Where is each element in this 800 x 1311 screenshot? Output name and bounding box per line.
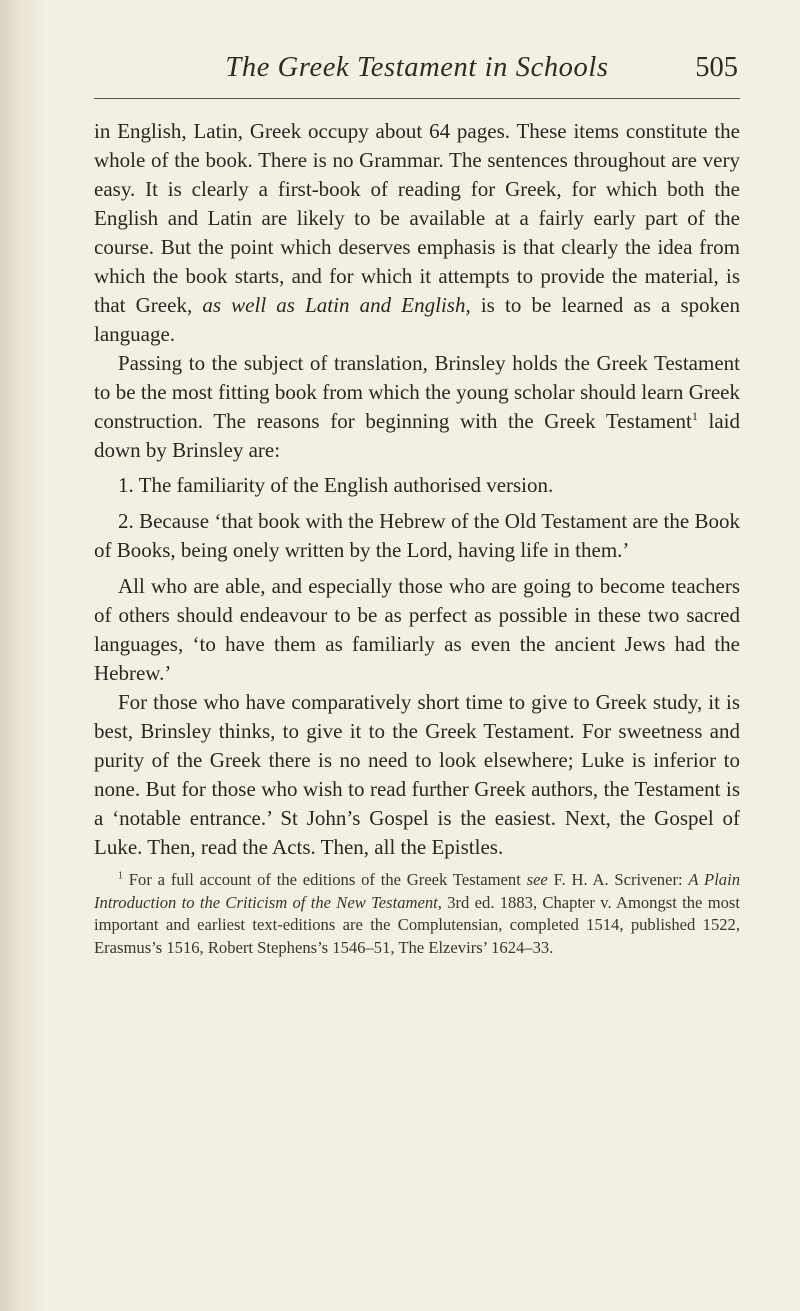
footnote (94, 869, 740, 959)
paragraph-4: For those who have comparatively short time to give to Greek study, it is best, Brinsley thinks, to give it to the Greek Testament. For sweetness and purity of the Greek there is no need to look elsewhere; Luke is inferior to none. But for those who wish to read further Greek authors, the Testament is a ‘notable entrance.’ St John’s Gospel is the easiest. Next, the Gospel of Luke. Then, read the Acts. Then, all the Epistles. (94, 690, 740, 859)
footnote-mark: 1 (118, 870, 123, 882)
paragraph-3: All who are able, and especially those who are going to become teachers of others should endeavour to be as perfect as possible in these two sacred languages, ‘to have them as familiarly as even the ancient Jews had the Hebrew.’ (94, 574, 740, 685)
footnote-see: see (526, 870, 548, 889)
running-title: The Greek Testament in Schools (225, 52, 609, 83)
paragraph-1-text-a: in English, Latin, Greek occupy about 64 pages. These items constitute the whole of the book. There is no Grammar. The sentences throughout are very easy. It is clearly a first-book of reading for Greek, for which both the English and Latin are likely to be available at a fairly early part of the course. But the point which deserves emphasis is that clearly the idea from which the book starts, and for which it attempts to provide the material, is that Greek, (94, 119, 740, 317)
footnote-reference: 1 (691, 409, 698, 423)
paragraph-1-emphasis: as well as Latin and English (202, 293, 466, 317)
body-text (94, 117, 740, 862)
header-rule (94, 98, 740, 99)
paragraph-2-text-b: laid down by Brinsley are: (94, 409, 740, 462)
paragraph-1 (94, 117, 740, 349)
footnote-text-a: For a full account of the editions of the Greek Testament (123, 870, 527, 889)
paragraph-2-text-a: Passing to the subject of translation, Brinsley holds the Greek Testament to be the most fitting book from which the young scholar should learn Greek construction. The reasons for beginning with the Greek Testament (94, 351, 740, 433)
page-number: 505 (695, 52, 738, 83)
paragraph-1-text-b: , is to be learned as a spoken language. (94, 293, 741, 346)
page-gutter-shadow (0, 0, 46, 1311)
footnote-text-b: F. H. A. Scrivener: (547, 870, 689, 889)
paragraph-2 (94, 349, 740, 465)
footnote-book-title: A Plain Introduction to the Criticism of the New Testament (94, 870, 741, 912)
list-item-1: 1. The familiarity of the English authorised version. (118, 473, 554, 497)
page-header (94, 52, 740, 96)
list-item-2: 2. Because ‘that book with the Hebrew of the Old Testament are the Book of Books, being onely written by the Lord, having life in them.’ (94, 509, 740, 562)
book-page (94, 52, 740, 976)
footnote-text-c: , 3rd ed. 1883, Chapter v. Amongst the most important and earliest text-editions are the Complutensian, completed 1514, published 1522, Erasmus’s 1516, Robert Stephens’s 1546–51, The Elzevirs’ 1624–33. (94, 892, 740, 957)
